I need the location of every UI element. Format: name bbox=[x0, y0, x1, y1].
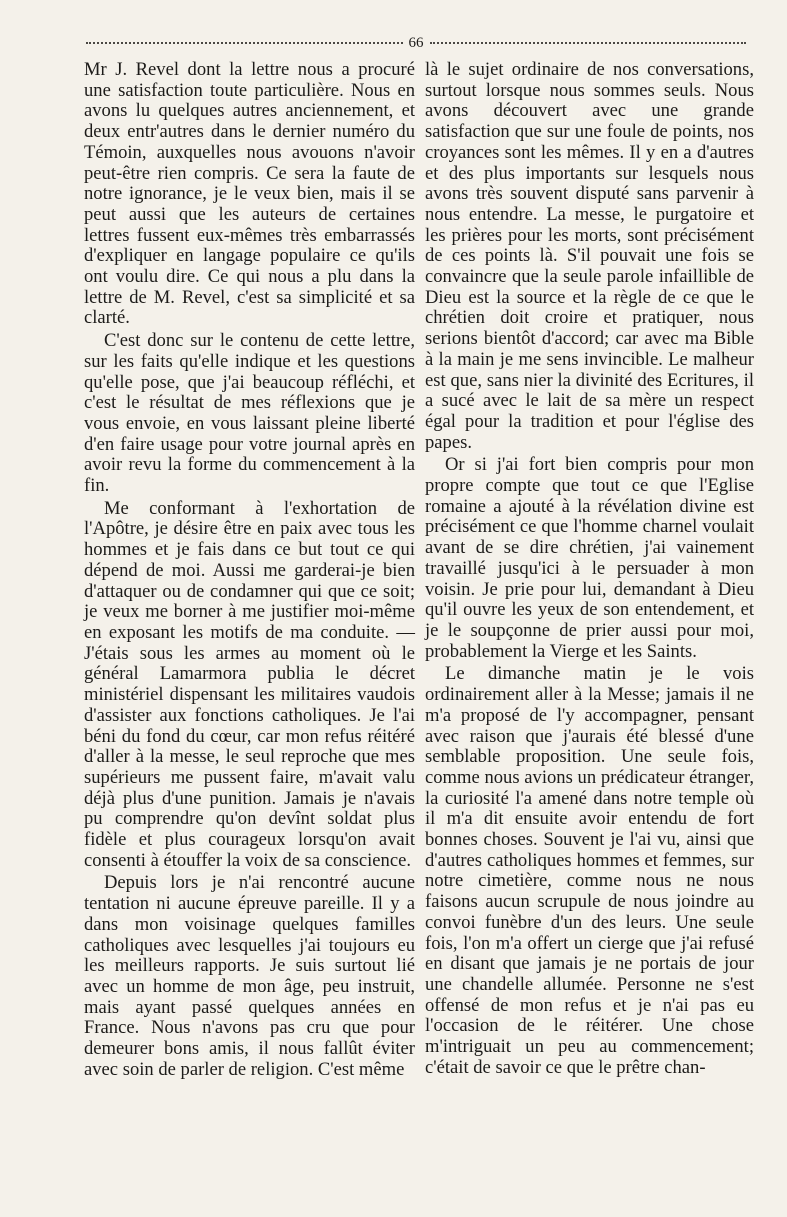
paragraph: Le dimanche matin je le vois ordinairement aller à la Messe; jamais il ne m'a proposé de l'y accompagner, pensant avec raison que j'aurais été blessé d'une semblable proposition. Une seule fois, comme nous avions un prédicateur étranger, la curiosité l'a amené dans notre temple où il m'a dit ensuite avoir entendu de fort bonnes choses. Souvent je l'ai vu, ainsi que d'autres catholiques hommes et femmes, sur notre cimetière, comme nous ne nous faisons aucun scrupule de nous joindre au convoi funèbre d'un des leurs. Une seule fois, l'on m'a offert un cierge que j'ai refusé en disant que jamais je ne portais de jour une chandelle allumée. Personne ne s'est offensé de mon refus et je n'ai pas eu l'occasion de le réitérer. Une chose m'intriguait un peu au commencement; c'était de savoir ce que le prêtre chan- bbox=[425, 663, 754, 1078]
page-number: 66 bbox=[408, 34, 424, 51]
left-column bbox=[84, 60, 415, 1080]
right-column bbox=[425, 60, 754, 1078]
paragraph: Or si j'ai fort bien compris pour mon propre compte que tout ce que l'Eglise romaine a ajouté à la révélation divine est précisément ce que l'homme charnel voulait avant de se dire chrétien, j'ai vainement travaillé jusqu'ici à le persuader à mon voisin. Je prie pour lui, demandant à Dieu qu'il ouvre les yeux de son entendement, et je le soupçonne de prier aussi pour moi, probablement la Vierge et les Saints. bbox=[425, 454, 754, 662]
paragraph: Me conformant à l'exhortation de l'Apôtre, je désire être en paix avec tous les hommes et je fais dans ce but tout ce qui dépend de moi. Aussi me garderai-je bien d'attaquer ou de condamner qui que ce soit; je veux me borner à me justifier moi-même en exposant les motifs de ma conduite. — J'étais sous les armes au moment où le général Lamarmora publia le décret ministériel dispensant les militaires vaudois d'assister aux fonctions catholiques. Je l'ai béni du fond du cœur, car mon refus réitéré d'aller à la messe, le seul reproche que mes supérieurs me pussent faire, m'avait valu déjà plus d'une punition. Jamais je n'avais pu comprendre qu'on devînt soldat plus fidèle et plus courageux lorsqu'on avait consenti à étouffer la voix de sa conscience. bbox=[84, 497, 415, 871]
paragraph: C'est donc sur le contenu de cette lettre, sur les faits qu'elle indique et les questions qu'elle pose, que j'ai beaucoup réfléchi, et c'est le résultat de mes réflexions que je vous envoie, en vous laissant pleine liberté d'en faire usage pour votre journal après en avoir revu la forme du commencement à la fin. bbox=[84, 330, 415, 497]
header-rule-left bbox=[86, 42, 403, 44]
paragraph: Mr J. Revel dont la lettre nous a procuré une satisfaction toute particulière. Nous en avons lu quelques autres anciennement, et deux entr'autres dans le dernier numéro du Témoin, auxquelles nous avouons n'avoir peut-être rien compris. Ce sera la faute de notre ignorance, je le veux bien, mais il se peut aussi que les auteurs de certaines lettres fussent eux-mêmes très embarrassés d'expliquer en langage populaire ce qu'ils ont voulu dire. Ce qui nous a plu dans la lettre de M. Revel, c'est sa simplicité et sa clarté. bbox=[84, 59, 415, 329]
paragraph: Depuis lors je n'ai rencontré aucune tentation ni aucune épreuve pareille. Il y a dans mon voisinage quelques familles catholiques avec lesquelles j'ai toujours eu les meilleurs rapports. Je suis surtout lié avec un homme de mon âge, peu instruit, mais ayant passé quelques années en France. Nous n'avons pas cru que pour demeurer bons amis, il nous fallût éviter avec soin de parler de religion. C'est même bbox=[84, 872, 415, 1080]
paragraph: là le sujet ordinaire de nos conversations, surtout lorsque nous sommes seuls. Nous avons découvert avec une grande satisfaction que sur une foule de points, nos croyances sont les mêmes. Il y en a d'autres et des plus importants sur lesquels nous avons très souvent disputé sans parvenir à nous entendre. La messe, le purgatoire et les prières pour les morts, sont précisément de ces points là. S'il pouvait une fois se convaincre que la seule parole infaillible de Dieu est la source et la règle de ce que le chrétien doit croire et pratiquer, nous serions bientôt d'accord; car avec ma Bible à la main je me sens invincible. Le malheur est que, sans nier la divinité des Ecritures, il a sucé avec le lait de sa mère un respect égal pour la tradition et pour l'église des papes. bbox=[425, 59, 754, 453]
header-rule-right bbox=[430, 42, 747, 44]
page-header bbox=[86, 32, 746, 54]
